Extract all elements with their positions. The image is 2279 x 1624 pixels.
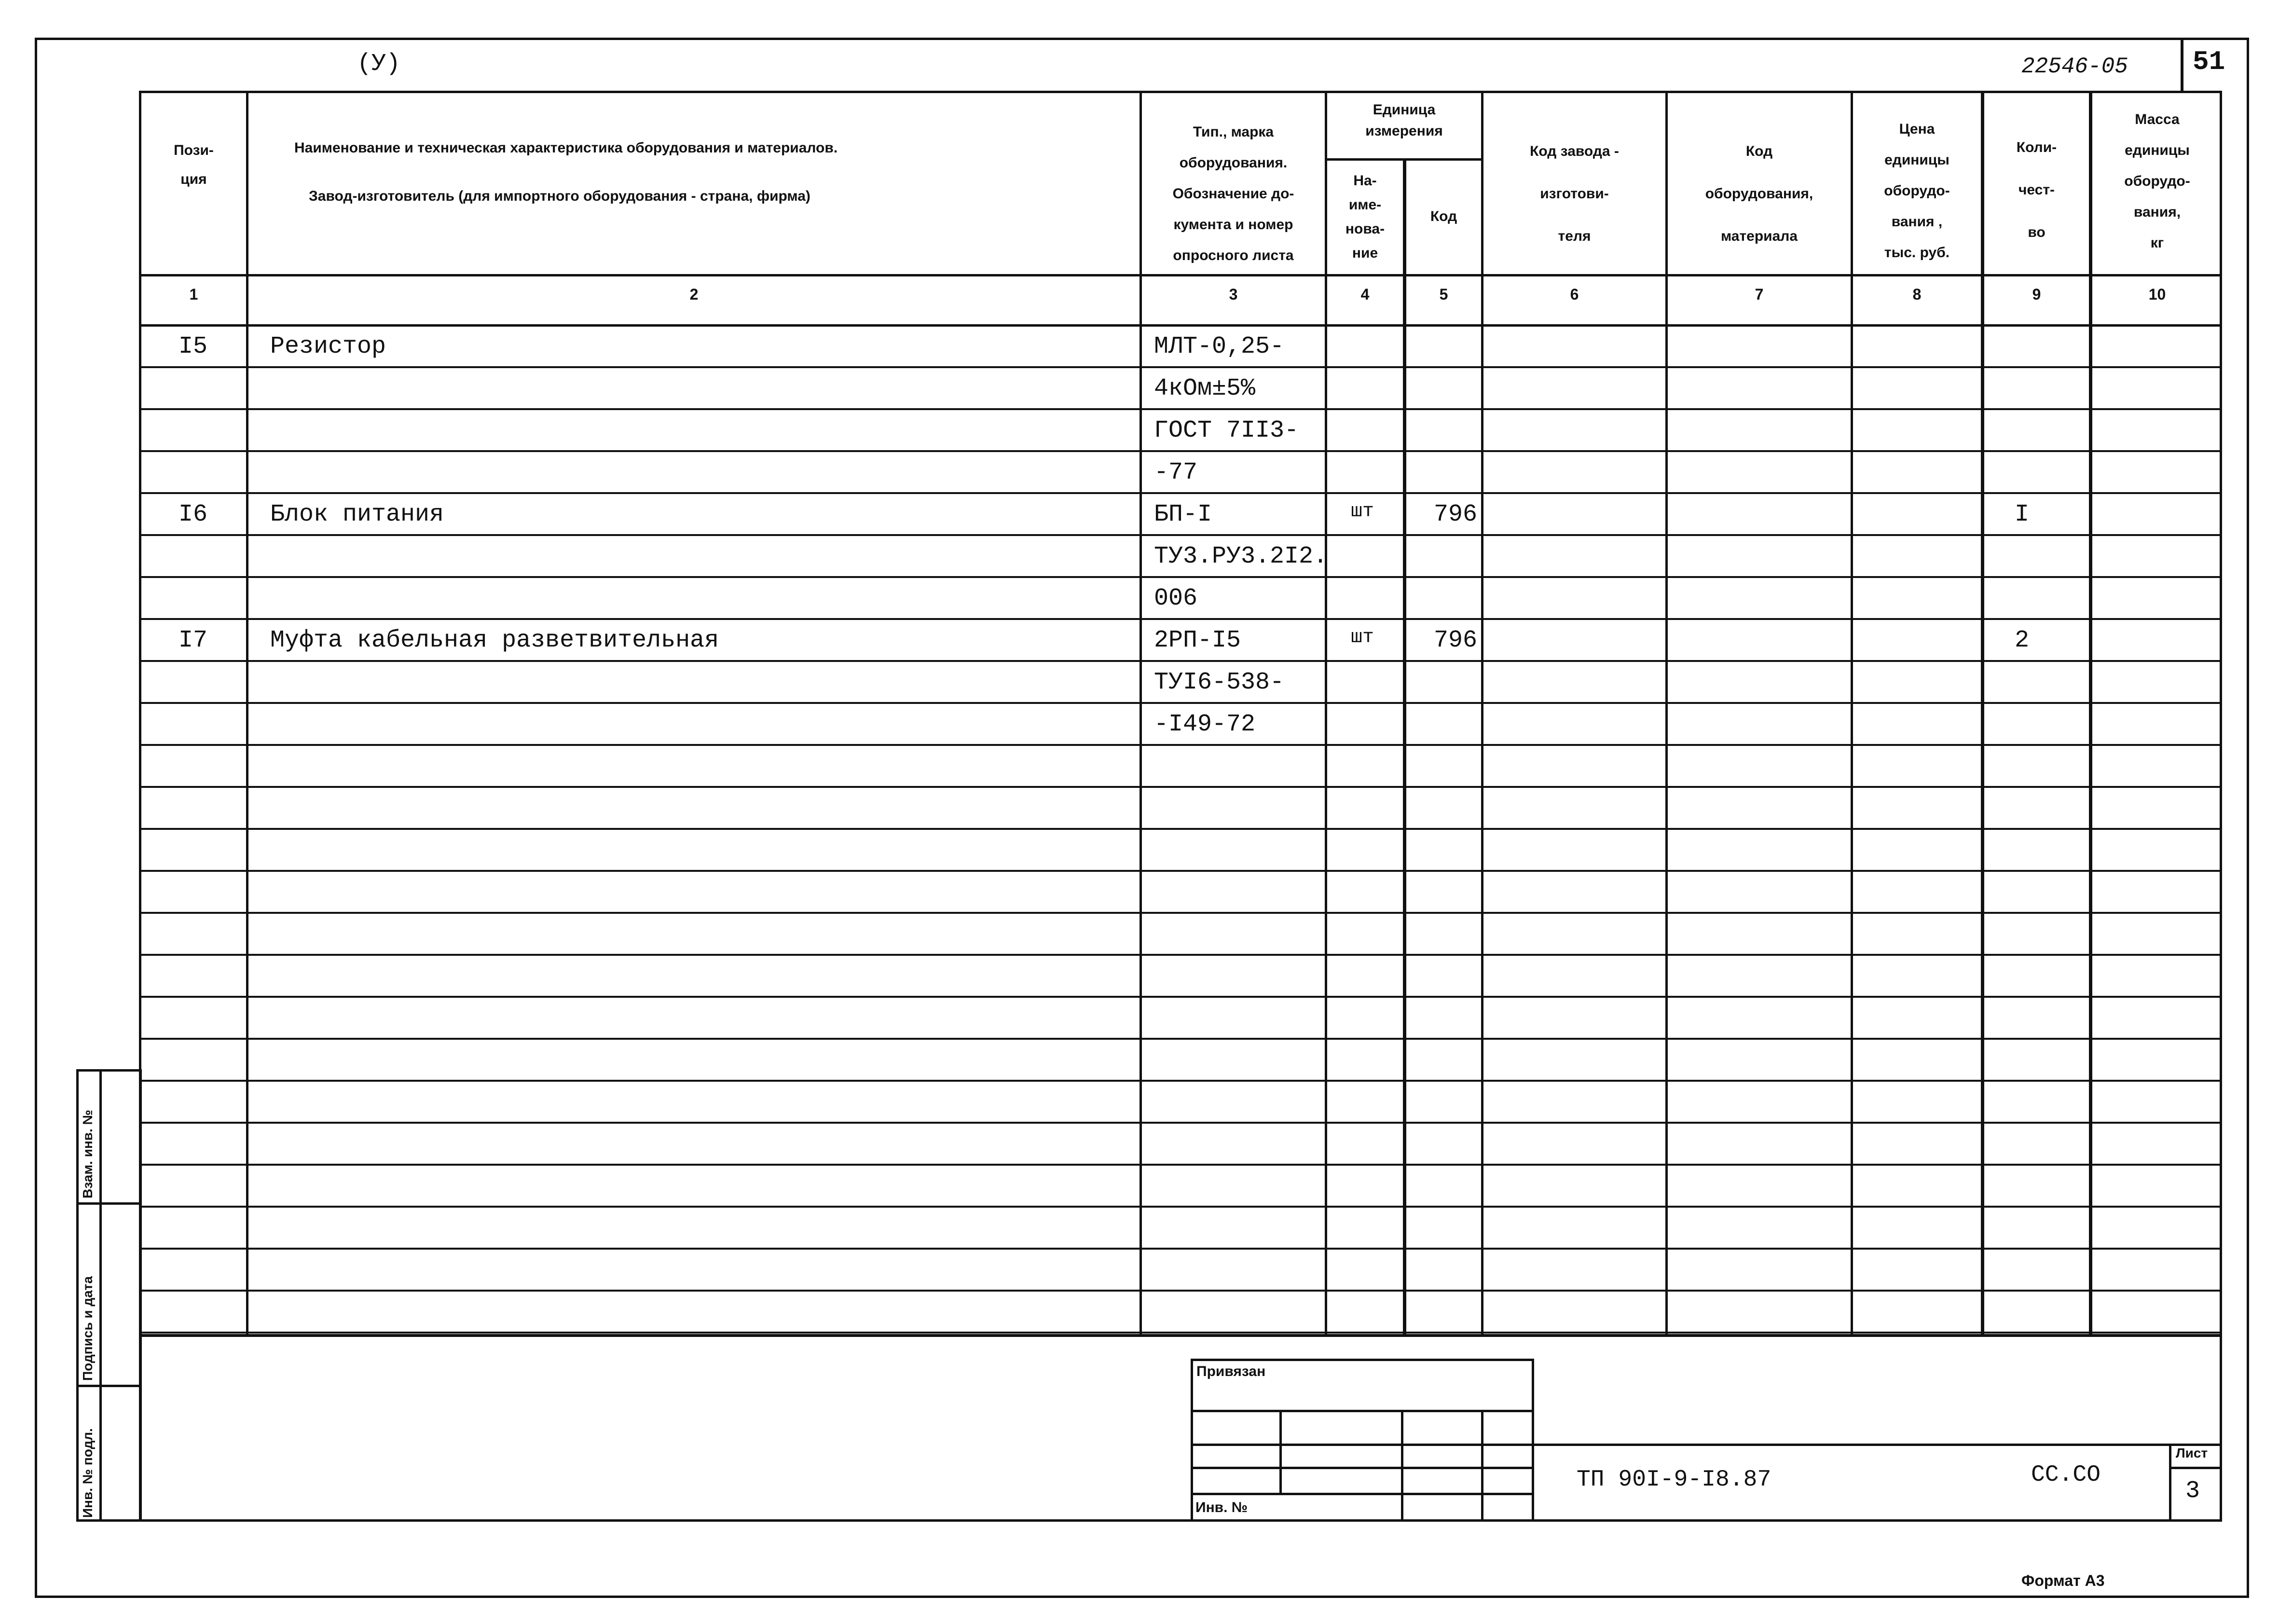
col-number: 1 [189,286,198,303]
row-name: Резистор [270,333,386,360]
row-unit-code: 796 [1434,501,1478,528]
header-name-line1: Наименование и техническая характеристика оборудования и материалов. [294,140,838,156]
col-number: 3 [1229,286,1238,303]
header-unit-name: На- име- нова- ние [1345,173,1385,261]
sheet-code: СС.СО [2031,1462,2101,1488]
col-number: 4 [1360,286,1370,303]
row-line [139,828,2222,830]
col-number: 6 [1570,286,1579,303]
row-type: ТУI6-538- [1154,669,1285,696]
row-line [139,1248,2222,1250]
row-line [139,366,2222,368]
row-quantity: I [2015,501,2030,528]
row-line [139,1080,2222,1082]
row-name: Блок питания [270,501,444,528]
list-number: 3 [2185,1477,2200,1505]
col-line [2089,91,2092,1336]
doc-number: 22546-05 [2021,54,2128,79]
row-line [139,702,2222,704]
page-number: 51 [2193,46,2225,77]
project-code: ТП 90I-9-I8.87 [1577,1467,1771,1493]
row-line [139,786,2222,788]
side-label-signature-date: Подпись и дата [80,1276,95,1381]
row-type: 006 [1154,585,1198,612]
row-type: 4кОм±5% [1154,375,1256,402]
row-type: 2РП-I5 [1154,627,1241,654]
format-label: Формат А3 [2021,1572,2105,1589]
row-line [139,912,2222,914]
col-number: 10 [2148,286,2166,303]
row-line [139,450,2222,452]
side-strip-line [76,1202,142,1205]
col-number: 2 [689,286,699,303]
row-name: Муфта кабельная разветвительная [270,627,719,654]
list-cell-line [2169,1444,2171,1522]
header-unit-code: Код [1430,208,1457,224]
header-plant-code: Код завода - изготови- теля [1530,143,1619,244]
title-block-line [1534,1444,2222,1446]
header-mass: Масса единицы оборудо- вания, кг [2124,111,2190,251]
header-type: Тип., марка оборудования. Обозначение до- кумента и номер опросного листа [1172,124,1294,263]
row-line [139,1206,2222,1208]
header-line [139,274,2222,276]
stamp-line [1401,1410,1403,1522]
row-line [139,870,2222,872]
row-type: ГОСТ 7II3- [1154,417,1299,444]
col-line [1851,91,1853,1336]
side-strip-line [76,1385,142,1387]
row-line [139,996,2222,998]
col-number: 8 [1912,286,1922,303]
header-unit-group: Единица измерения [1365,102,1443,139]
row-line [139,1164,2222,1166]
header-name-line2: Завод-изготовитель (для импортного оборудования - страна, фирма) [309,188,810,204]
header-quantity: Коли- чест- во [2016,139,2057,240]
col-line [1481,91,1483,1336]
row-line [139,1332,2222,1334]
row-unit: шт [1351,501,1374,523]
row-line [139,1038,2222,1040]
col-number: 5 [1439,286,1448,303]
row-type: ТУ3.РУ3.2I2. [1154,543,1328,570]
row-type: МЛТ-0,25- [1154,333,1285,360]
list-label: Лист [2176,1445,2208,1460]
col-line [1140,91,1142,1336]
row-line [139,660,2222,662]
col-line [246,91,248,1336]
col-line [1665,91,1668,1336]
page-number-divider [2181,39,2183,93]
row-type: -I49-72 [1154,711,1256,738]
row-line [139,534,2222,536]
header-position: Пози- ция [174,142,214,187]
stamp-privyazan: Привязан [1196,1363,1266,1379]
col-line [1403,159,1406,1336]
row-line [139,492,2222,494]
row-line [139,1290,2222,1292]
row-unit-code: 796 [1434,627,1478,654]
row-line [139,1122,2222,1124]
row-position: I5 [178,333,208,360]
col-line [1325,91,1327,1336]
header-equipment-code: Код оборудования, материала [1705,143,1813,244]
bottom-block [139,1335,2222,1522]
row-line [139,954,2222,956]
stamp-line [1481,1410,1483,1522]
stamp-line [1279,1410,1282,1493]
header-line [1325,158,1483,161]
list-cell-line [2169,1467,2222,1469]
row-position: I6 [178,501,208,528]
col-line [1981,91,1984,1336]
header-line [139,324,2222,327]
side-label-replaced-inv: Взам. инв. № [80,1110,95,1198]
row-type: БП-I [1154,501,1212,528]
row-line [139,408,2222,410]
row-line [139,744,2222,746]
row-quantity: 2 [2015,627,2030,654]
row-unit: шт [1351,627,1374,648]
side-label-original-inv: Инв. № подл. [80,1428,95,1518]
doc-mark: (У) [357,50,401,78]
row-line [139,618,2222,620]
row-line [139,576,2222,578]
stamp-inv-no: Инв. № [1195,1500,1248,1515]
header-price: Цена единицы оборудо- вания , тыс. руб. [1884,121,1950,261]
col-number: 7 [1755,286,1764,303]
side-strip-line [99,1069,102,1522]
row-type: -77 [1154,459,1198,486]
col-number: 9 [2032,286,2041,303]
row-position: I7 [178,627,208,654]
